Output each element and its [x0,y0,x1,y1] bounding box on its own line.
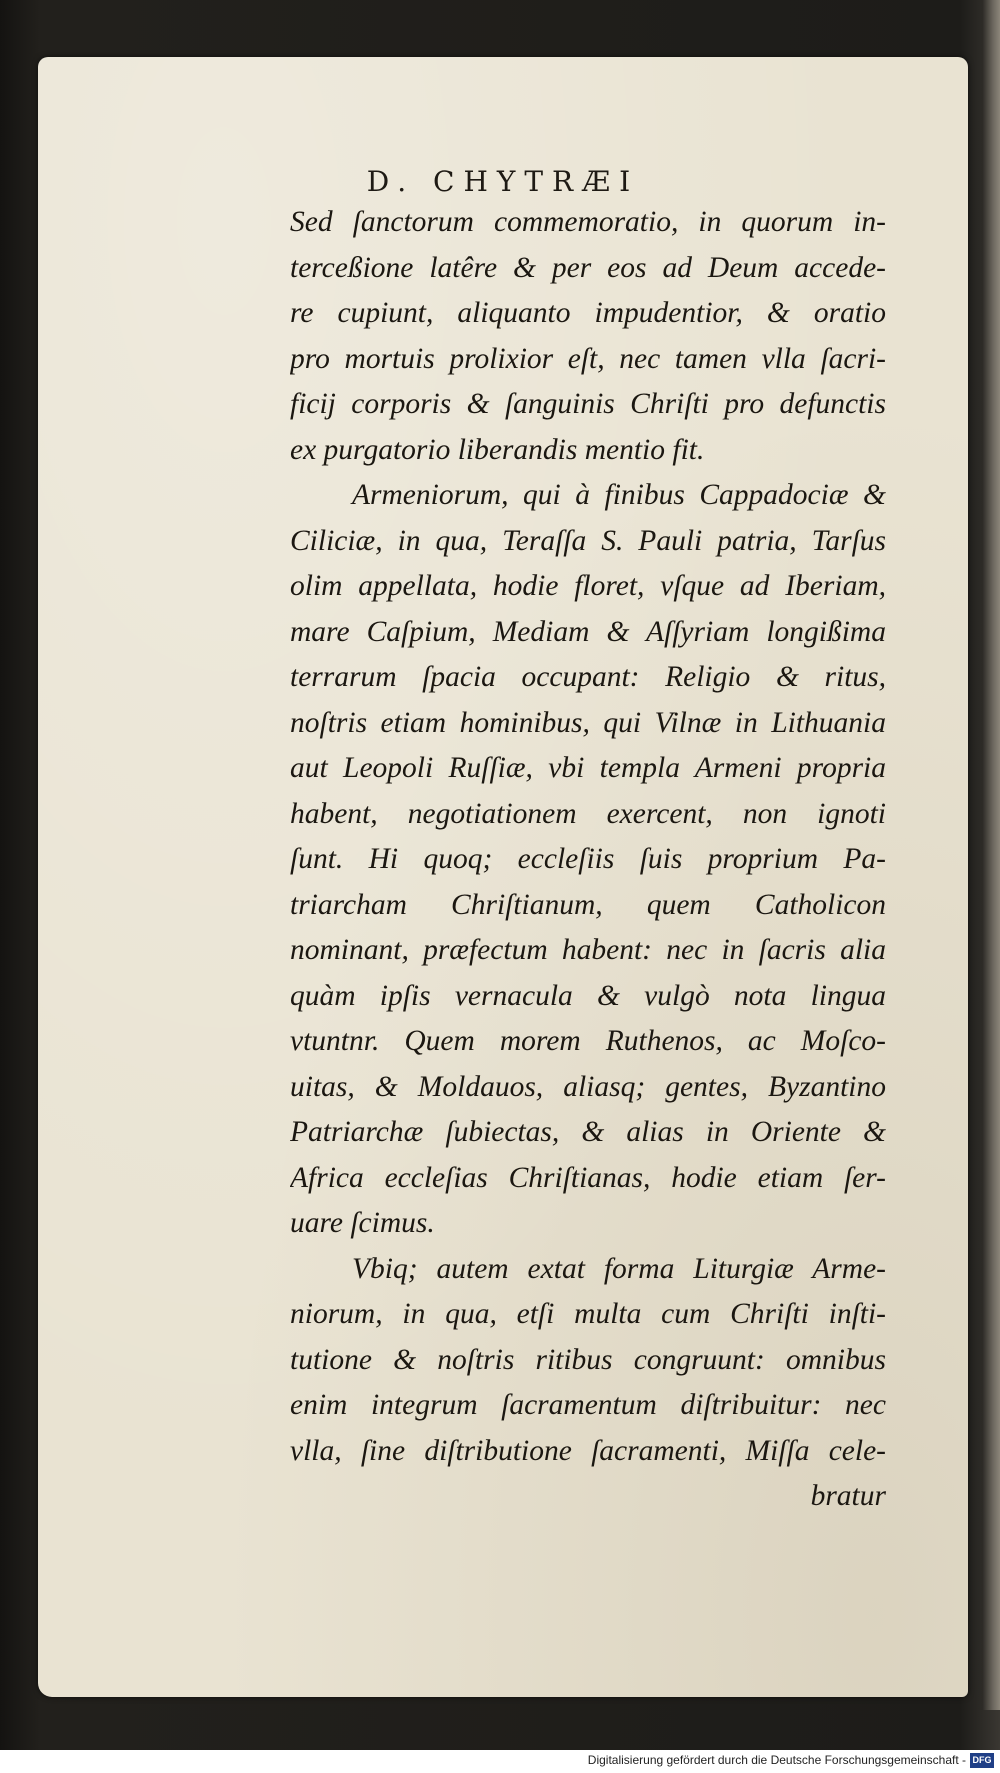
text-line: olim appellata, hodie floret, vſque ad Iberiam, [290,570,886,602]
text-line: Vbiq; autem extat forma Liturgiæ Arme- [352,1252,886,1285]
text-line: vtuntnr. Quem morem Ruthenos, ac Moſco- [290,1025,886,1057]
text-line: re cupiunt, aliquanto impudentior, & oratio [290,297,886,329]
footer-bar [0,1750,1000,1773]
text-line: ſunt. Hi quoq; eccleſiis ſuis proprium Pa- [290,843,886,875]
text-line: terrarum ſpacia occupant: Religio & ritus, [290,661,886,693]
text-line: Patriarchæ ſubiectas, & alias in Oriente & [290,1116,886,1148]
text-line: uitas, & Moldauos, aliasq; gentes, Byzantino [290,1070,886,1103]
text-line: aut Leopoli Ruſſiæ, vbi templa Armeni propria [290,752,886,784]
funding-credit: Digitalisierung gefördert durch die Deutsche Forschungsgemeinschaft - [587,1753,966,1767]
book-edge [982,0,1000,1710]
text-line: quàm ipſis vernacula & vulgò nota lingua [290,979,886,1012]
text-line: Sed ſanctorum commemoratio, in quorum in- [290,206,886,238]
text-line: mare Caſpium, Mediam & Aſſyriam longißima [290,615,886,648]
text-line: bratur [810,1480,886,1512]
text-line: ficij corporis & ſanguinis Chriſti pro defunctis [290,388,886,420]
text-line: enim integrum ſacramentum diſtribuitur: nec [290,1389,886,1421]
text-line: ex purgatorio liberandis mentio fit. [290,433,705,466]
text-line: noſtris etiam hominibus, qui Vilnæ in Lithuania [290,706,886,739]
text-line: uare ſcimus. [290,1207,435,1239]
text-line: nominant, præfectum habent: nec in ſacris alia [290,934,886,966]
text-line: vlla, ſine diſtributione ſacramenti, Miſſa cele- [290,1434,886,1467]
book-page [38,57,968,1697]
body-text [290,200,886,1520]
text-line: Armeniorum, qui à finibus Cappadociæ & [352,479,886,511]
text-line: terceßione latêre & per eos ad Deum accede- [290,251,886,284]
running-head: D. CHYTRÆI [366,165,640,198]
text-line: niorum, in qua, etſi multa cum Chriſti inſti- [290,1298,886,1330]
dfg-logo: DFG [970,1753,994,1768]
text-line: tutione & noſtris ritibus congruunt: omnibus [290,1343,886,1376]
text-line: Africa eccleſias Chriſtianas, hodie etiam ſer- [290,1161,886,1194]
text-line: habent, negotiationem exercent, non ignoti [290,797,886,830]
text-line: triarcham Chriſtianum, quem Catholicon [290,888,886,921]
text-line: Ciliciæ, in qua, Teraſſa S. Pauli patria, Tarſus [290,524,886,557]
text-line: pro mortuis prolixior eſt, nec tamen vlla ſacri- [290,342,886,375]
